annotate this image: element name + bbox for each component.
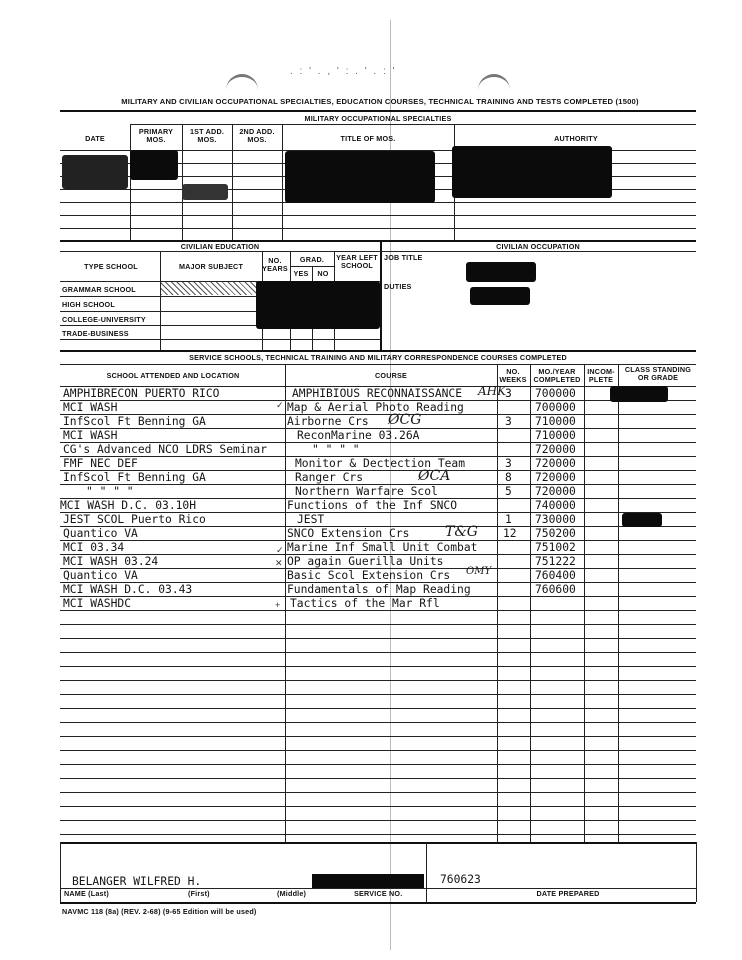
- redaction-duties: [470, 287, 530, 305]
- school-cell: MCI WASHDC: [63, 597, 132, 610]
- table-row-line: [60, 736, 696, 737]
- redaction-class-standing: [610, 386, 668, 402]
- table-row-line: [60, 624, 696, 625]
- course-cell: ReconMarine 03.26A: [297, 429, 420, 442]
- mos-col-2nd-add: 2ND ADD. MOS.: [239, 127, 275, 144]
- civ-education-title: CIVILIAN EDUCATION: [180, 242, 260, 251]
- school-cell: MCI WASH D.C. 03.10H: [60, 499, 197, 512]
- completed-cell: 700000: [535, 401, 576, 414]
- course-cell: Fundamentals of Map Reading: [287, 583, 471, 596]
- course-cell: Functions of the Inf SNCO: [287, 499, 458, 512]
- redaction-mos-date: [62, 155, 128, 189]
- completed-cell: 720000: [535, 471, 576, 484]
- weeks-cell: 3: [505, 457, 512, 470]
- table-row-line: [60, 694, 696, 695]
- course-cell: Airborne Crs: [287, 415, 369, 428]
- completed-cell: 720000: [535, 485, 576, 498]
- check-mark: ✓: [276, 400, 284, 410]
- label-date-prepared: DATE PREPARED: [536, 889, 600, 898]
- schools-col-class: CLASS STANDING OR GRADE: [624, 365, 692, 382]
- school-cell: JEST SCOL Puerto Rico: [63, 513, 206, 526]
- school-cell: InfScol Ft Benning GA: [63, 471, 206, 484]
- completed-cell: 710000: [535, 429, 576, 442]
- grammar-major-hatch: [161, 282, 261, 295]
- schools-title: SERVICE SCHOOLS, TECHNICAL TRAINING AND MILITARY CORRESPONDENCE COURSES COMPLETED: [189, 353, 567, 362]
- table-row-line: [60, 680, 696, 681]
- staple-mark-left: [226, 74, 258, 95]
- civ-row-high-school: HIGH SCHOOL: [62, 300, 115, 309]
- completed-cell: 751002: [535, 541, 576, 554]
- course-cell: Marine Inf Small Unit Combat: [287, 541, 478, 554]
- label-middle: (Middle): [277, 889, 307, 898]
- course-cell: SNCO Extension Crs: [287, 527, 410, 540]
- table-row-line: [60, 638, 696, 639]
- mos-section-title: MILITARY OCCUPATIONAL SPECIALTIES: [304, 114, 452, 123]
- table-row-line: [60, 750, 696, 751]
- school-cell: MCI WASH: [63, 429, 118, 442]
- completed-cell: 710000: [535, 415, 576, 428]
- redaction-mos-1st: [182, 184, 228, 200]
- school-cell: Quantico VA: [63, 569, 138, 582]
- course-cell: JEST: [297, 513, 325, 526]
- schools-col-weeks: NO. WEEKS: [499, 367, 527, 384]
- course-cell: Ranger Crs: [295, 471, 364, 484]
- scan-noise: . : ' . , ' : . ' . : ': [290, 66, 397, 77]
- school-cell: CG's Advanced NCO LDRS Seminar: [63, 443, 268, 456]
- civ-row-college: COLLEGE-UNIVERSITY: [62, 315, 146, 324]
- mos-col-primary: PRIMARY MOS.: [138, 127, 174, 144]
- school-cell: Quantico VA: [63, 527, 138, 540]
- weeks-cell: 12: [503, 527, 517, 540]
- school-cell: AMPHIBRECON PUERTO RICO: [63, 387, 220, 400]
- table-row-line: [60, 666, 696, 667]
- table-row-line: [60, 778, 696, 779]
- date-prepared-value: 760623: [440, 873, 481, 886]
- table-row-line: [60, 652, 696, 653]
- form-number: NAVMC 118 (8a) (REV. 2-68) (9-65 Edition will be used): [62, 907, 257, 916]
- course-cell: Northern Warfare Scol: [295, 485, 438, 498]
- table-row-line: [60, 792, 696, 793]
- mos-col-authority: AUTHORITY: [554, 134, 598, 143]
- schools-col-incomplete: INCOM- PLETE: [587, 367, 615, 384]
- civ-row-grammar: GRAMMAR SCHOOL: [62, 285, 136, 294]
- label-name-last: NAME (Last): [64, 889, 109, 898]
- label-first: (First): [188, 889, 210, 898]
- name-value: BELANGER WILFRED H.: [72, 875, 202, 888]
- civ-col-years: NO. YEARS: [262, 256, 288, 273]
- staple-mark-right: [478, 74, 510, 95]
- table-row-line: [60, 834, 696, 835]
- schools-col-school: SCHOOL ATTENDED AND LOCATION: [106, 371, 240, 380]
- completed-cell: 751222: [535, 555, 576, 568]
- civ-occupation-title: CIVILIAN OCCUPATION: [496, 242, 580, 251]
- check-mark: ✓: [276, 545, 284, 555]
- course-cell: OP again Guerilla Units: [287, 555, 444, 568]
- civ-row-trade: TRADE-BUSINESS: [62, 329, 129, 338]
- redaction-class-standing: [622, 513, 662, 527]
- completed-cell: 700000: [535, 387, 576, 400]
- completed-cell: 740000: [535, 499, 576, 512]
- completed-cell: 750200: [535, 527, 576, 540]
- civ-col-type-school: TYPE SCHOOL: [84, 262, 138, 271]
- completed-cell: 720000: [535, 443, 576, 456]
- table-row-line: [60, 806, 696, 807]
- redaction-service-no: [312, 874, 424, 888]
- schools-col-completed: MO./YEAR COMPLETED: [533, 367, 581, 384]
- handwritten-note: ØCA: [418, 468, 451, 484]
- school-cell: MCI WASH: [63, 401, 118, 414]
- label-service-no: SERVICE NO.: [354, 889, 403, 898]
- schools-col-course: COURSE: [375, 371, 407, 380]
- form-main-title: MILITARY AND CIVILIAN OCCUPATIONAL SPECIALTIES, EDUCATION COURSES, TECHNICAL TRAINING AND TESTS COMPLETED (1500): [121, 97, 639, 106]
- weeks-cell: 3: [505, 415, 512, 428]
- table-row-line: [60, 722, 696, 723]
- completed-cell: 760400: [535, 569, 576, 582]
- weeks-cell: 8: [505, 471, 512, 484]
- table-row-line: [60, 708, 696, 709]
- school-cell: " " " ": [86, 485, 134, 498]
- handwritten-note: AHK: [478, 384, 507, 398]
- weeks-cell: 3: [505, 387, 512, 400]
- school-cell: MCI WASH D.C. 03.43: [63, 583, 193, 596]
- completed-cell: 760600: [535, 583, 576, 596]
- weeks-cell: 1: [505, 513, 512, 526]
- redaction-job-title: [466, 262, 536, 282]
- civ-col-year-left: YEAR LEFT SCHOOL: [336, 253, 378, 270]
- weeks-cell: 5: [505, 485, 512, 498]
- table-row-line: [60, 820, 696, 821]
- mos-col-title: TITLE OF MOS.: [340, 134, 396, 143]
- course-cell: Tactics of the Mar Rfl: [290, 597, 440, 610]
- school-cell: FMF NEC DEF: [63, 457, 138, 470]
- handwritten-note: T&G: [445, 524, 478, 540]
- school-cell: MCI WASH 03.24: [63, 555, 159, 568]
- civ-col-grad: GRAD.: [299, 255, 325, 264]
- course-cell: Basic Scol Extension Crs: [287, 569, 451, 582]
- check-mark: ✕: [275, 558, 283, 568]
- course-cell: Monitor & Dectection Team: [295, 457, 466, 470]
- course-cell: AMPHIBIOUS RECONNAISSANCE: [292, 387, 463, 400]
- civ-job-title-label: JOB TITLE: [384, 253, 423, 262]
- civ-col-no: NO: [317, 269, 329, 278]
- civ-col-yes: YES: [293, 269, 309, 278]
- school-cell: MCI 03.34: [63, 541, 125, 554]
- check-mark: +: [275, 600, 281, 610]
- redaction-education: [256, 281, 380, 329]
- mos-col-date: DATE: [85, 134, 105, 143]
- completed-cell: 720000: [535, 457, 576, 470]
- completed-cell: 730000: [535, 513, 576, 526]
- school-cell: InfScol Ft Benning GA: [63, 415, 206, 428]
- table-row-line: [60, 610, 696, 611]
- redaction-mos-authority: [452, 146, 612, 198]
- redaction-mos-title: [285, 151, 435, 203]
- civ-col-major: MAJOR SUBJECT: [178, 262, 244, 271]
- course-cell: " " " ": [312, 443, 360, 456]
- redaction-mos-primary: [130, 150, 178, 180]
- handwritten-note: OMY: [466, 566, 492, 577]
- civ-duties-label: DUTIES: [384, 282, 412, 291]
- table-row-line: [60, 764, 696, 765]
- handwritten-note: ØCG: [388, 412, 422, 428]
- course-cell: Map & Aerial Photo Reading: [287, 401, 464, 414]
- mos-col-1st-add: 1ST ADD. MOS.: [189, 127, 225, 144]
